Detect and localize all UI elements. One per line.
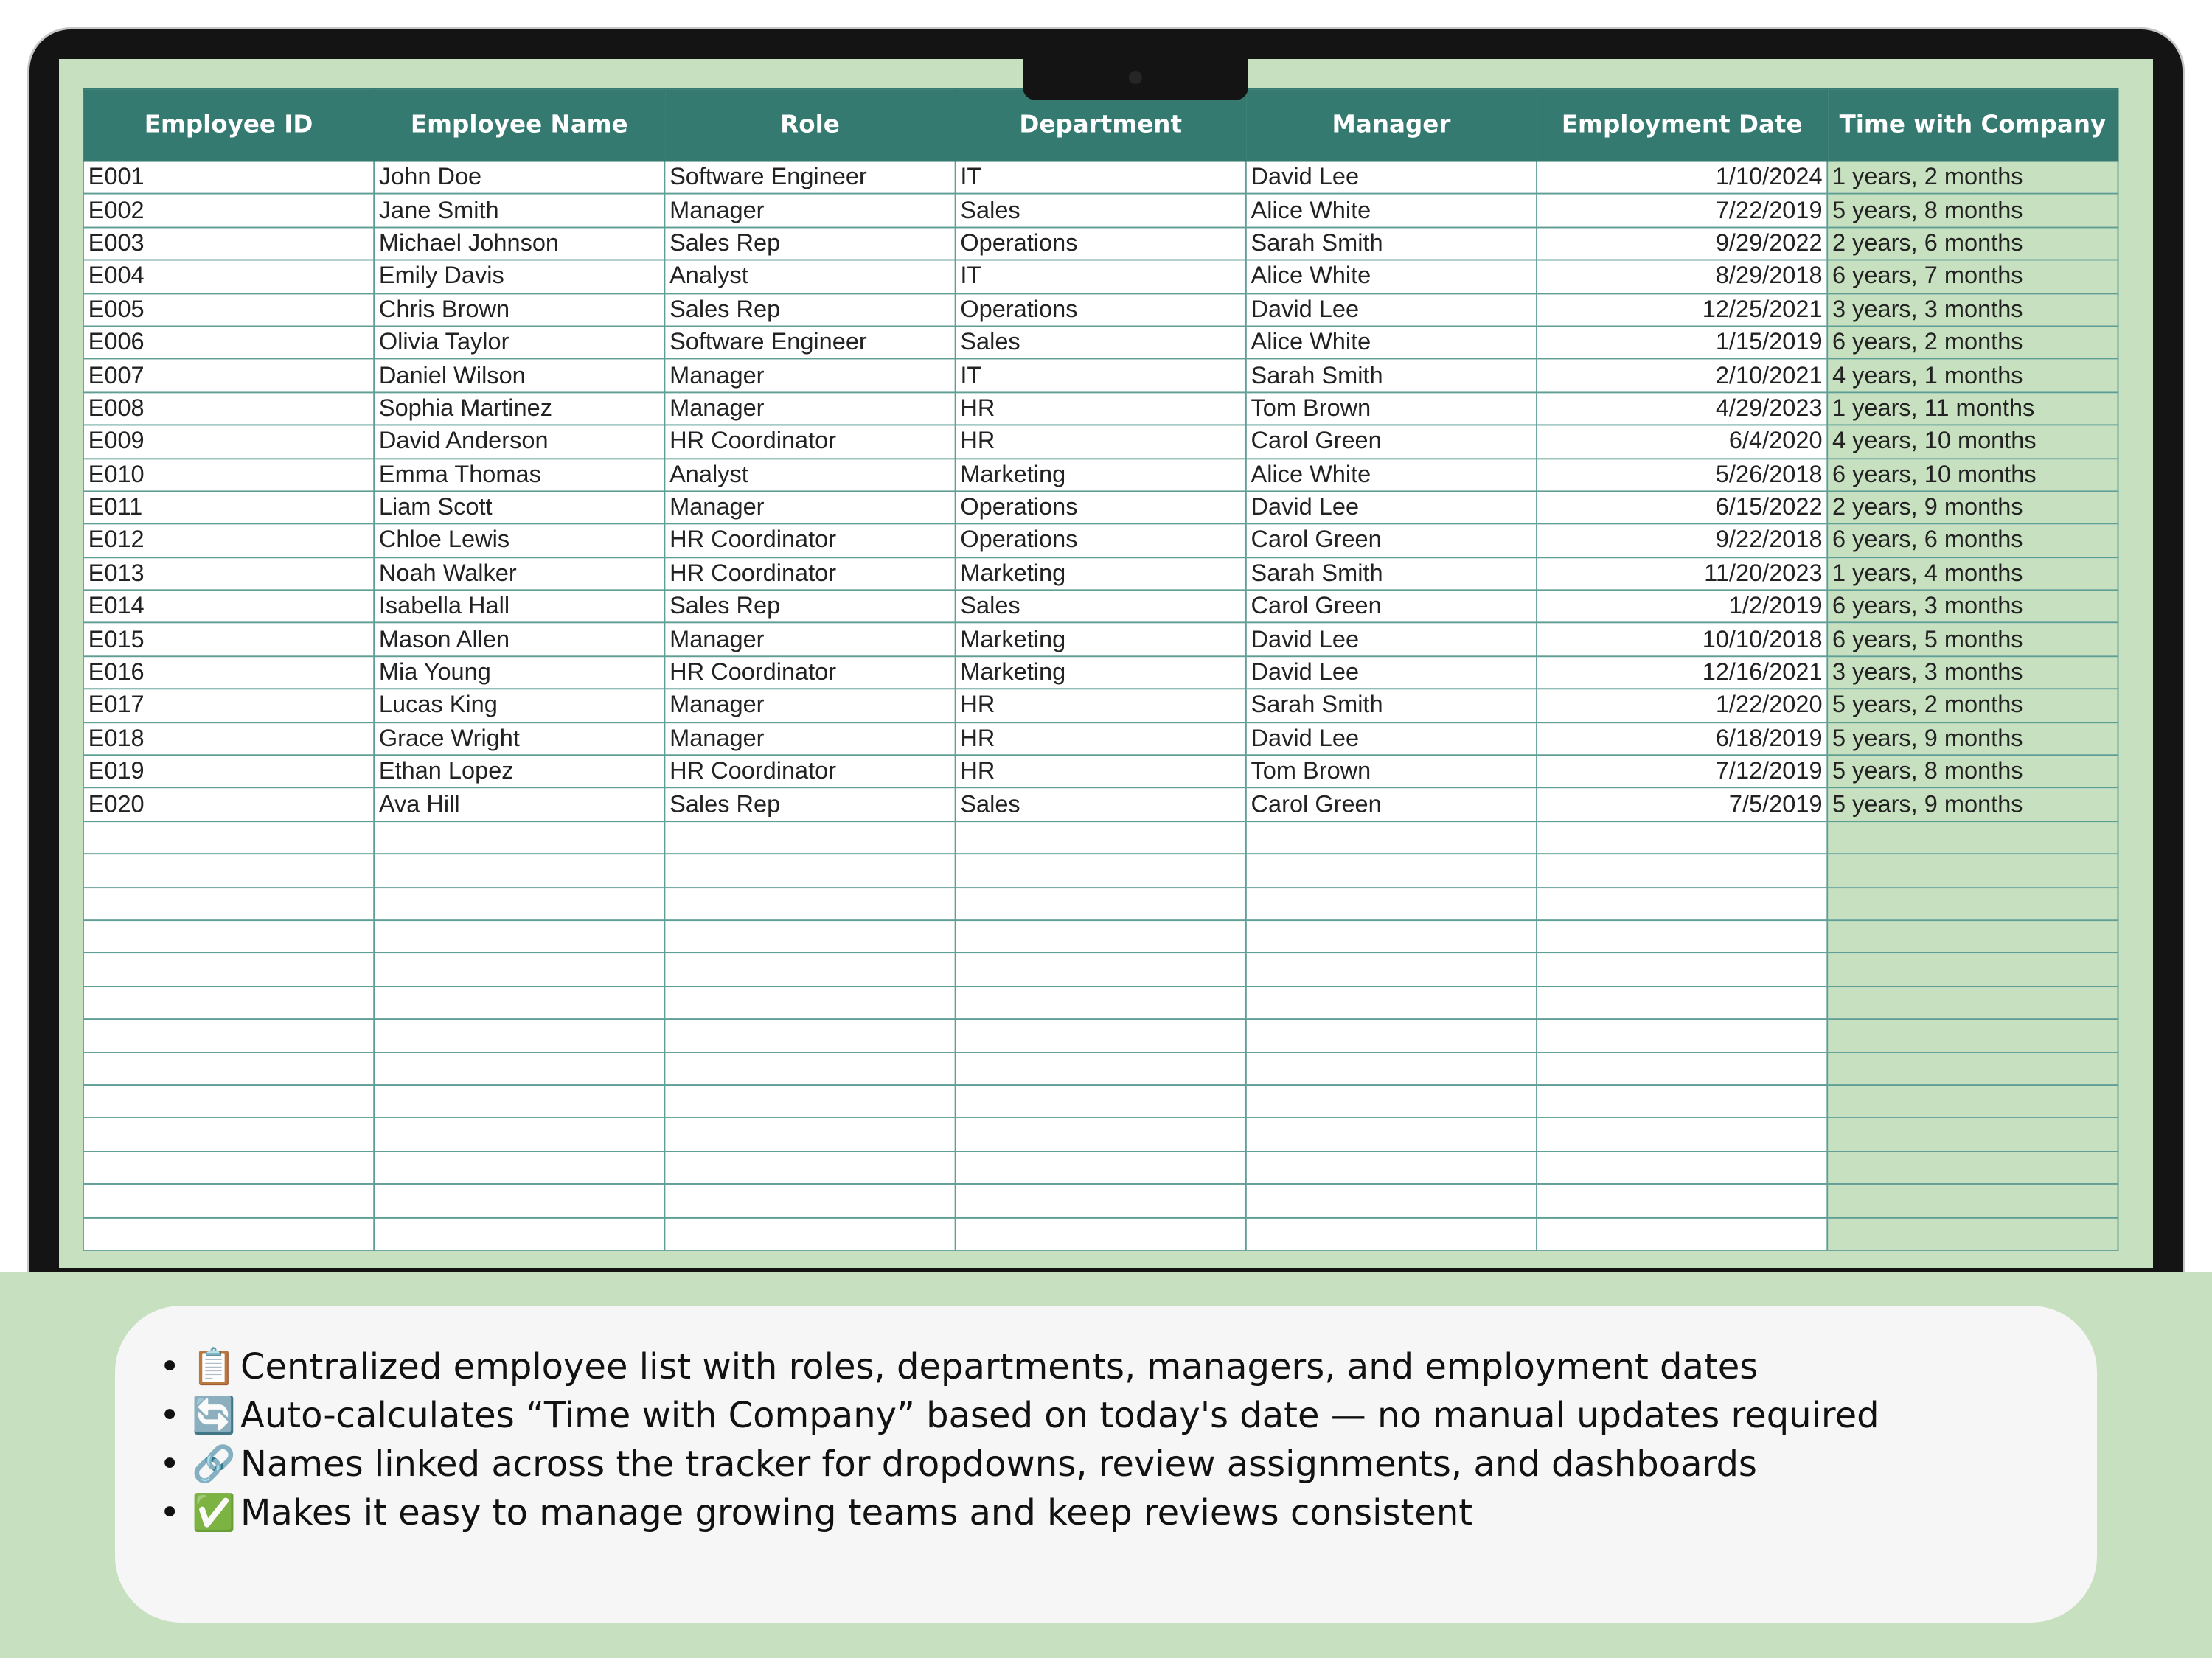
table-cell[interactable]: E007 [83, 359, 374, 392]
empty-cell[interactable] [83, 953, 374, 986]
table-cell[interactable]: Marketing [956, 458, 1246, 491]
clipboard-icon: 📋 [192, 1346, 236, 1387]
empty-cell[interactable] [1246, 953, 1537, 986]
empty-cell[interactable] [956, 1085, 1246, 1118]
empty-cell[interactable] [83, 1217, 374, 1250]
empty-cell[interactable] [664, 986, 955, 1020]
empty-cell[interactable] [1537, 1118, 1827, 1152]
feature-item [159, 1391, 1879, 1440]
empty-cell[interactable] [1537, 986, 1827, 1020]
empty-table-row[interactable] [83, 887, 2118, 920]
table-cell[interactable]: Alice White [1246, 458, 1537, 491]
table-cell[interactable]: Manager [664, 359, 955, 392]
table-cell[interactable]: Sales Rep [664, 788, 955, 821]
empty-cell[interactable] [1827, 1019, 2118, 1052]
empty-cell[interactable] [956, 887, 1246, 920]
table-cell[interactable]: Noah Walker [374, 557, 664, 591]
empty-cell[interactable] [1827, 821, 2118, 854]
table-cell[interactable]: E018 [83, 722, 374, 756]
table-cell[interactable]: E010 [83, 458, 374, 491]
empty-cell[interactable] [83, 854, 374, 888]
empty-cell[interactable] [956, 854, 1246, 888]
table-cell[interactable]: David Lee [1246, 656, 1537, 689]
empty-cell[interactable] [374, 1019, 664, 1052]
column-header[interactable]: Role [664, 89, 955, 161]
table-row[interactable] [83, 425, 2118, 459]
table-cell[interactable]: 6 years, 3 months [1827, 590, 2118, 623]
empty-cell[interactable] [956, 920, 1246, 953]
table-cell[interactable]: Mason Allen [374, 623, 664, 656]
empty-cell[interactable] [1246, 1052, 1537, 1085]
empty-cell[interactable] [664, 920, 955, 953]
table-cell[interactable]: Sales Rep [664, 590, 955, 623]
empty-cell[interactable] [956, 1019, 1246, 1052]
empty-table-row[interactable] [83, 1151, 2118, 1184]
table-cell[interactable]: E008 [83, 392, 374, 425]
table-cell[interactable]: 6 years, 7 months [1827, 260, 2118, 293]
table-cell[interactable]: Manager [664, 722, 955, 756]
feature-panel [0, 1272, 2212, 1658]
table-cell[interactable]: Sales Rep [664, 293, 955, 327]
table-cell[interactable]: Sales [956, 788, 1246, 821]
empty-cell[interactable] [664, 821, 955, 854]
table-cell[interactable]: E015 [83, 623, 374, 656]
empty-cell[interactable] [1827, 1217, 2118, 1250]
table-cell[interactable]: HR [956, 392, 1246, 425]
table-row[interactable] [83, 722, 2118, 756]
empty-cell[interactable] [956, 1151, 1246, 1184]
empty-cell[interactable] [1246, 854, 1537, 888]
empty-cell[interactable] [664, 1217, 955, 1250]
empty-table-row[interactable] [83, 920, 2118, 953]
table-cell[interactable]: Carol Green [1246, 524, 1537, 557]
table-cell[interactable]: Michael Johnson [374, 227, 664, 260]
bullet-icon: • [159, 1346, 181, 1387]
table-row[interactable] [83, 623, 2118, 656]
table-row[interactable] [83, 227, 2118, 260]
empty-cell[interactable] [83, 920, 374, 953]
empty-cell[interactable] [374, 920, 664, 953]
empty-table-row[interactable] [83, 1217, 2118, 1250]
check-icon: ✅ [192, 1492, 236, 1533]
camera-icon [1129, 71, 1142, 84]
empty-cell[interactable] [1246, 1217, 1537, 1250]
table-cell[interactable]: David Lee [1246, 293, 1537, 327]
table-cell[interactable]: 1/22/2020 [1537, 689, 1827, 722]
refresh-icon: 🔄 [192, 1395, 236, 1436]
empty-cell[interactable] [1827, 953, 2118, 986]
empty-cell[interactable] [1246, 986, 1537, 1020]
empty-cell[interactable] [1537, 1217, 1827, 1250]
empty-cell[interactable] [956, 1184, 1246, 1217]
table-cell[interactable]: 12/25/2021 [1537, 293, 1827, 327]
table-cell[interactable]: Liam Scott [374, 491, 664, 524]
table-cell[interactable]: Sarah Smith [1246, 359, 1537, 392]
table-cell[interactable]: HR Coordinator [664, 557, 955, 591]
table-cell[interactable]: HR [956, 722, 1246, 756]
column-header[interactable]: Employment Date [1537, 89, 1827, 161]
table-cell[interactable]: Ethan Lopez [374, 755, 664, 788]
table-cell[interactable]: Alice White [1246, 260, 1537, 293]
table-cell[interactable]: Manager [664, 392, 955, 425]
empty-cell[interactable] [1246, 1184, 1537, 1217]
table-row[interactable] [83, 524, 2118, 557]
empty-cell[interactable] [83, 821, 374, 854]
empty-cell[interactable] [1537, 1052, 1827, 1085]
table-cell[interactable]: 11/20/2023 [1537, 557, 1827, 591]
column-header[interactable]: Employee ID [83, 89, 374, 161]
link-icon: 🔗 [192, 1443, 236, 1485]
table-cell[interactable]: 6/18/2019 [1537, 722, 1827, 756]
table-cell[interactable]: IT [956, 359, 1246, 392]
empty-table-row[interactable] [83, 1118, 2118, 1152]
table-cell[interactable]: Chloe Lewis [374, 524, 664, 557]
table-cell[interactable]: 1/2/2019 [1537, 590, 1827, 623]
feature-text: Centralized employee list with roles, departments, managers, and employment dates [240, 1346, 1759, 1387]
empty-cell[interactable] [1246, 920, 1537, 953]
table-cell[interactable]: David Lee [1246, 722, 1537, 756]
empty-cell[interactable] [956, 1217, 1246, 1250]
table-cell[interactable]: Tom Brown [1246, 755, 1537, 788]
empty-cell[interactable] [956, 821, 1246, 854]
empty-cell[interactable] [664, 887, 955, 920]
table-cell[interactable]: Alice White [1246, 326, 1537, 359]
empty-cell[interactable] [664, 854, 955, 888]
table-row[interactable] [83, 491, 2118, 524]
table-cell[interactable]: Marketing [956, 557, 1246, 591]
table-cell[interactable]: 6/4/2020 [1537, 425, 1827, 459]
table-cell[interactable]: Sarah Smith [1246, 227, 1537, 260]
feature-text: Auto-calculates “Time with Company” based on today's date — no manual updates required [240, 1395, 1879, 1436]
empty-cell[interactable] [374, 821, 664, 854]
table-row[interactable] [83, 590, 2118, 623]
bullet-icon: • [159, 1395, 181, 1436]
table-cell[interactable]: 5 years, 9 months [1827, 722, 2118, 756]
table-cell[interactable]: Sales Rep [664, 227, 955, 260]
table-cell[interactable]: IT [956, 260, 1246, 293]
empty-cell[interactable] [1827, 986, 2118, 1020]
column-header[interactable]: Department [956, 89, 1246, 161]
empty-cell[interactable] [1246, 887, 1537, 920]
table-cell[interactable]: 4/29/2023 [1537, 392, 1827, 425]
table-cell[interactable]: 3 years, 3 months [1827, 656, 2118, 689]
empty-cell[interactable] [374, 986, 664, 1020]
table-cell[interactable]: Carol Green [1246, 590, 1537, 623]
empty-cell[interactable] [1246, 821, 1537, 854]
table-row[interactable] [83, 557, 2118, 591]
table-row[interactable] [83, 326, 2118, 359]
empty-cell[interactable] [664, 1151, 955, 1184]
empty-cell[interactable] [83, 986, 374, 1020]
table-cell[interactable]: HR Coordinator [664, 425, 955, 459]
empty-cell[interactable] [83, 1019, 374, 1052]
table-cell[interactable]: 5 years, 9 months [1827, 788, 2118, 821]
empty-cell[interactable] [374, 854, 664, 888]
table-body [83, 161, 2118, 1250]
table-cell[interactable]: Isabella Hall [374, 590, 664, 623]
table-cell[interactable]: Operations [956, 491, 1246, 524]
empty-cell[interactable] [1537, 854, 1827, 888]
spreadsheet [83, 88, 2118, 1251]
empty-cell[interactable] [83, 887, 374, 920]
table-cell[interactable]: 7/22/2019 [1537, 194, 1827, 227]
empty-cell[interactable] [1827, 1118, 2118, 1152]
table-cell[interactable]: 4 years, 10 months [1827, 425, 2118, 459]
table-cell[interactable]: 1/10/2024 [1537, 161, 1827, 195]
table-cell[interactable]: E017 [83, 689, 374, 722]
table-cell[interactable]: HR Coordinator [664, 524, 955, 557]
table-cell[interactable]: 10/10/2018 [1537, 623, 1827, 656]
empty-cell[interactable] [664, 1019, 955, 1052]
table-row[interactable] [83, 260, 2118, 293]
table-row[interactable] [83, 392, 2118, 425]
empty-cell[interactable] [374, 1151, 664, 1184]
empty-cell[interactable] [83, 1184, 374, 1217]
table-cell[interactable]: Ava Hill [374, 788, 664, 821]
empty-cell[interactable] [1827, 1085, 2118, 1118]
table-cell[interactable]: Operations [956, 293, 1246, 327]
table-cell[interactable]: Manager [664, 689, 955, 722]
table-cell[interactable]: 2 years, 9 months [1827, 491, 2118, 524]
table-cell[interactable]: 1/15/2019 [1537, 326, 1827, 359]
table-cell[interactable]: 9/29/2022 [1537, 227, 1827, 260]
feature-item [159, 1488, 1879, 1537]
table-cell[interactable]: Olivia Taylor [374, 326, 664, 359]
table-cell[interactable]: 8/29/2018 [1537, 260, 1827, 293]
table-cell[interactable]: 1 years, 4 months [1827, 557, 2118, 591]
table-cell[interactable]: Analyst [664, 260, 955, 293]
table-cell[interactable]: E016 [83, 656, 374, 689]
empty-cell[interactable] [1246, 1118, 1537, 1152]
table-row[interactable] [83, 656, 2118, 689]
empty-cell[interactable] [664, 953, 955, 986]
empty-cell[interactable] [664, 1085, 955, 1118]
table-cell[interactable]: David Lee [1246, 161, 1537, 195]
empty-cell[interactable] [1827, 1052, 2118, 1085]
empty-cell[interactable] [1537, 1019, 1827, 1052]
table-cell[interactable]: 5/26/2018 [1537, 458, 1827, 491]
column-header[interactable]: Time with Company [1827, 89, 2118, 161]
table-cell[interactable]: 7/5/2019 [1537, 788, 1827, 821]
table-cell[interactable]: John Doe [374, 161, 664, 195]
table-cell[interactable]: HR Coordinator [664, 755, 955, 788]
column-header[interactable]: Manager [1246, 89, 1537, 161]
empty-cell[interactable] [1827, 854, 2118, 888]
empty-cell[interactable] [83, 1151, 374, 1184]
table-cell[interactable]: E003 [83, 227, 374, 260]
table-cell[interactable]: Software Engineer [664, 161, 955, 195]
empty-cell[interactable] [956, 1118, 1246, 1152]
table-row[interactable] [83, 755, 2118, 788]
table-cell[interactable]: E002 [83, 194, 374, 227]
table-cell[interactable]: E012 [83, 524, 374, 557]
empty-table-row[interactable] [83, 953, 2118, 986]
table-cell[interactable]: David Anderson [374, 425, 664, 459]
empty-cell[interactable] [1537, 920, 1827, 953]
table-row[interactable] [83, 194, 2118, 227]
empty-cell[interactable] [374, 1052, 664, 1085]
table-row[interactable] [83, 458, 2118, 491]
empty-table-row[interactable] [83, 1085, 2118, 1118]
table-cell[interactable]: Sarah Smith [1246, 689, 1537, 722]
table-cell[interactable]: Chris Brown [374, 293, 664, 327]
empty-table-row[interactable] [83, 821, 2118, 854]
camera-notch [1023, 59, 1248, 100]
table-cell[interactable]: 6 years, 5 months [1827, 623, 2118, 656]
table-cell[interactable]: Sales [956, 326, 1246, 359]
table-cell[interactable]: E005 [83, 293, 374, 327]
table-cell[interactable]: Sales [956, 590, 1246, 623]
table-row[interactable] [83, 788, 2118, 821]
table-cell[interactable]: Emily Davis [374, 260, 664, 293]
table-cell[interactable]: Sarah Smith [1246, 557, 1537, 591]
empty-cell[interactable] [956, 986, 1246, 1020]
table-cell[interactable]: Marketing [956, 623, 1246, 656]
table-cell[interactable]: David Lee [1246, 491, 1537, 524]
employee-table [83, 88, 2118, 1251]
table-cell[interactable]: Manager [664, 194, 955, 227]
table-cell[interactable]: Carol Green [1246, 788, 1537, 821]
table-cell[interactable]: IT [956, 161, 1246, 195]
empty-cell[interactable] [1537, 953, 1827, 986]
empty-table-row[interactable] [83, 854, 2118, 888]
table-cell[interactable]: Manager [664, 491, 955, 524]
table-row[interactable] [83, 293, 2118, 327]
table-cell[interactable]: Marketing [956, 656, 1246, 689]
empty-table-row[interactable] [83, 1052, 2118, 1085]
feature-card [115, 1306, 2097, 1623]
feature-list [159, 1342, 1879, 1537]
table-cell[interactable]: E009 [83, 425, 374, 459]
table-cell[interactable]: 5 years, 2 months [1827, 689, 2118, 722]
empty-cell[interactable] [374, 1085, 664, 1118]
empty-cell[interactable] [1537, 1151, 1827, 1184]
empty-cell[interactable] [374, 953, 664, 986]
table-cell[interactable]: 6 years, 6 months [1827, 524, 2118, 557]
table-cell[interactable]: 7/12/2019 [1537, 755, 1827, 788]
empty-cell[interactable] [1827, 920, 2118, 953]
table-cell[interactable]: E004 [83, 260, 374, 293]
table-cell[interactable]: 4 years, 1 months [1827, 359, 2118, 392]
table-cell[interactable]: E001 [83, 161, 374, 195]
table-cell[interactable]: Mia Young [374, 656, 664, 689]
table-cell[interactable]: Lucas King [374, 689, 664, 722]
table-cell[interactable]: E014 [83, 590, 374, 623]
table-cell[interactable]: HR Coordinator [664, 656, 955, 689]
empty-cell[interactable] [1827, 1184, 2118, 1217]
empty-cell[interactable] [664, 1118, 955, 1152]
table-cell[interactable]: 5 years, 8 months [1827, 755, 2118, 788]
empty-cell[interactable] [374, 1184, 664, 1217]
bullet-icon: • [159, 1492, 181, 1533]
table-cell[interactable]: 6 years, 10 months [1827, 458, 2118, 491]
empty-cell[interactable] [1246, 1151, 1537, 1184]
table-cell[interactable]: E013 [83, 557, 374, 591]
table-cell[interactable]: 1 years, 2 months [1827, 161, 2118, 195]
table-cell[interactable]: E020 [83, 788, 374, 821]
empty-cell[interactable] [374, 887, 664, 920]
table-cell[interactable]: E006 [83, 326, 374, 359]
empty-cell[interactable] [83, 1052, 374, 1085]
feature-text: Makes it easy to manage growing teams and keep reviews consistent [240, 1492, 1473, 1533]
laptop-screen [59, 59, 2153, 1268]
empty-cell[interactable] [374, 1217, 664, 1250]
table-row[interactable] [83, 689, 2118, 722]
table-cell[interactable]: Manager [664, 623, 955, 656]
empty-cell[interactable] [1537, 887, 1827, 920]
empty-cell[interactable] [1537, 1184, 1827, 1217]
table-cell[interactable]: Sophia Martinez [374, 392, 664, 425]
empty-table-row[interactable] [83, 986, 2118, 1020]
table-row[interactable] [83, 359, 2118, 392]
table-cell[interactable]: 9/22/2018 [1537, 524, 1827, 557]
empty-cell[interactable] [1827, 1151, 2118, 1184]
empty-cell[interactable] [374, 1118, 664, 1152]
table-cell[interactable]: David Lee [1246, 623, 1537, 656]
table-cell[interactable]: Jane Smith [374, 194, 664, 227]
table-cell[interactable]: Grace Wright [374, 722, 664, 756]
empty-cell[interactable] [1246, 1085, 1537, 1118]
table-cell[interactable]: 2/10/2021 [1537, 359, 1827, 392]
table-cell[interactable]: HR [956, 689, 1246, 722]
empty-table-row[interactable] [83, 1184, 2118, 1217]
table-cell[interactable]: 3 years, 3 months [1827, 293, 2118, 327]
bullet-icon: • [159, 1443, 181, 1485]
empty-cell[interactable] [83, 1085, 374, 1118]
empty-cell[interactable] [1537, 1085, 1827, 1118]
table-cell[interactable]: 6/15/2022 [1537, 491, 1827, 524]
column-header[interactable]: Employee Name [374, 89, 664, 161]
empty-cell[interactable] [664, 1052, 955, 1085]
empty-cell[interactable] [1246, 1019, 1537, 1052]
empty-cell[interactable] [1537, 821, 1827, 854]
table-cell[interactable]: 12/16/2021 [1537, 656, 1827, 689]
table-cell[interactable]: 6 years, 2 months [1827, 326, 2118, 359]
table-cell[interactable]: E011 [83, 491, 374, 524]
table-cell[interactable]: 5 years, 8 months [1827, 194, 2118, 227]
table-cell[interactable]: Sales [956, 194, 1246, 227]
feature-item [159, 1342, 1879, 1391]
feature-item [159, 1440, 1879, 1488]
empty-cell[interactable] [664, 1184, 955, 1217]
empty-cell[interactable] [956, 1052, 1246, 1085]
laptop-frame [29, 29, 2183, 1312]
table-cell[interactable]: Analyst [664, 458, 955, 491]
empty-cell[interactable] [83, 1118, 374, 1152]
table-cell[interactable]: Emma Thomas [374, 458, 664, 491]
empty-cell[interactable] [1827, 887, 2118, 920]
table-cell[interactable]: Operations [956, 227, 1246, 260]
table-cell[interactable]: E019 [83, 755, 374, 788]
table-cell[interactable]: Alice White [1246, 194, 1537, 227]
table-cell[interactable]: Daniel Wilson [374, 359, 664, 392]
empty-cell[interactable] [956, 953, 1246, 986]
table-cell[interactable]: Operations [956, 524, 1246, 557]
table-cell[interactable]: HR [956, 755, 1246, 788]
table-cell[interactable]: 2 years, 6 months [1827, 227, 2118, 260]
table-cell[interactable]: 1 years, 11 months [1827, 392, 2118, 425]
table-cell[interactable]: Software Engineer [664, 326, 955, 359]
table-row[interactable] [83, 161, 2118, 195]
feature-text: Names linked across the tracker for dropdowns, review assignments, and dashboards [240, 1443, 1757, 1485]
table-cell[interactable]: Carol Green [1246, 425, 1537, 459]
table-cell[interactable]: Tom Brown [1246, 392, 1537, 425]
table-cell[interactable]: HR [956, 425, 1246, 459]
empty-table-row[interactable] [83, 1019, 2118, 1052]
